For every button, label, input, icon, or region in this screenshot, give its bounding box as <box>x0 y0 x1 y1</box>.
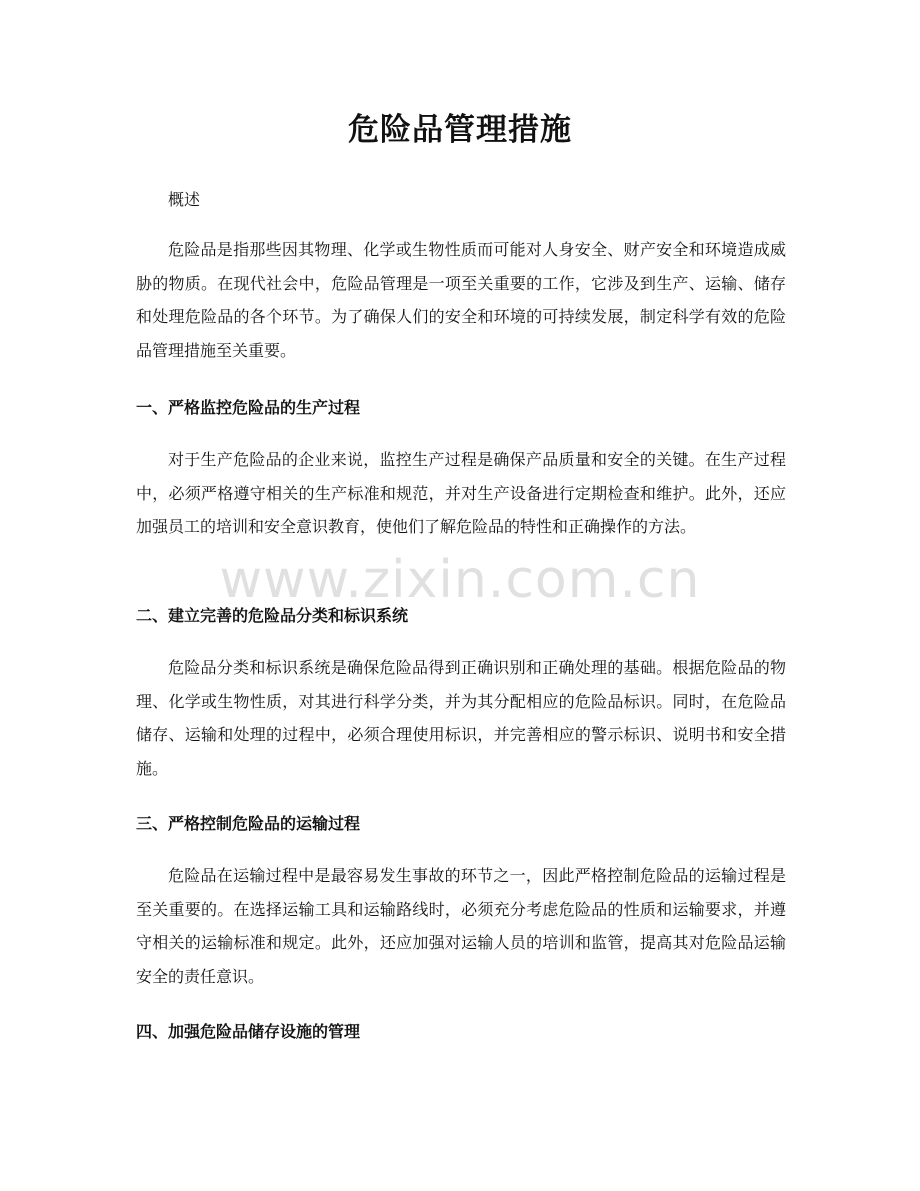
section-body-1: 对于生产危险品的企业来说，监控生产过程是确保产品质量和安全的关键。在生产过程中，必须严格遵守相关的生产标准和规范，并对生产设备进行定期检查和维护。此外，还应加强员工的培训和安全意识教育，使他们了解危险品的特性和正确操作的方法。 <box>136 450 786 536</box>
watermark: www.zixin.com.cn <box>219 550 701 610</box>
document-title: 危险品管理措施 <box>348 112 572 148</box>
section-body-3: 危险品在运输过程中是最容易发生事故的环节之一，因此严格控制危险品的运输过程是至关重要的。在选择运输工具和运输路线时，必须充分考虑危险品的性质和运输要求，并遵守相关的运输标准和规定。此外，还应加强对运输人员的培训和监管，提高其对危险品运输安全的责任意识。 <box>136 866 786 986</box>
section-heading-2: 二、建立完善的危险品分类和标识系统 <box>136 606 409 625</box>
overview-label: 概述 <box>168 190 201 209</box>
section-heading-4: 四、加强危险品储存设施的管理 <box>136 1022 361 1041</box>
section-heading-3: 三、严格控制危险品的运输过程 <box>136 814 361 833</box>
intro-paragraph: 危险品是指那些因其物理、化学或生物性质而可能对人身安全、财产安全和环境造成威胁的物质。在现代社会中，危险品管理是一项至关重要的工作，它涉及到生产、运输、储存和处理危险品的各个环节。为了确保人们的安全和环境的可持续发展，制定科学有效的危险品管理措施至关重要。 <box>136 240 786 360</box>
section-heading-1: 一、严格监控危险品的生产过程 <box>136 398 361 417</box>
section-body-2: 危险品分类和标识系统是确保危险品得到正确识别和正确处理的基础。根据危险品的物理、化学或生物性质，对其进行科学分类，并为其分配相应的危险品标识。同时，在危险品储存、运输和处理的过程中，必须合理使用标识，并完善相应的警示标识、说明书和安全措施。 <box>136 658 786 778</box>
